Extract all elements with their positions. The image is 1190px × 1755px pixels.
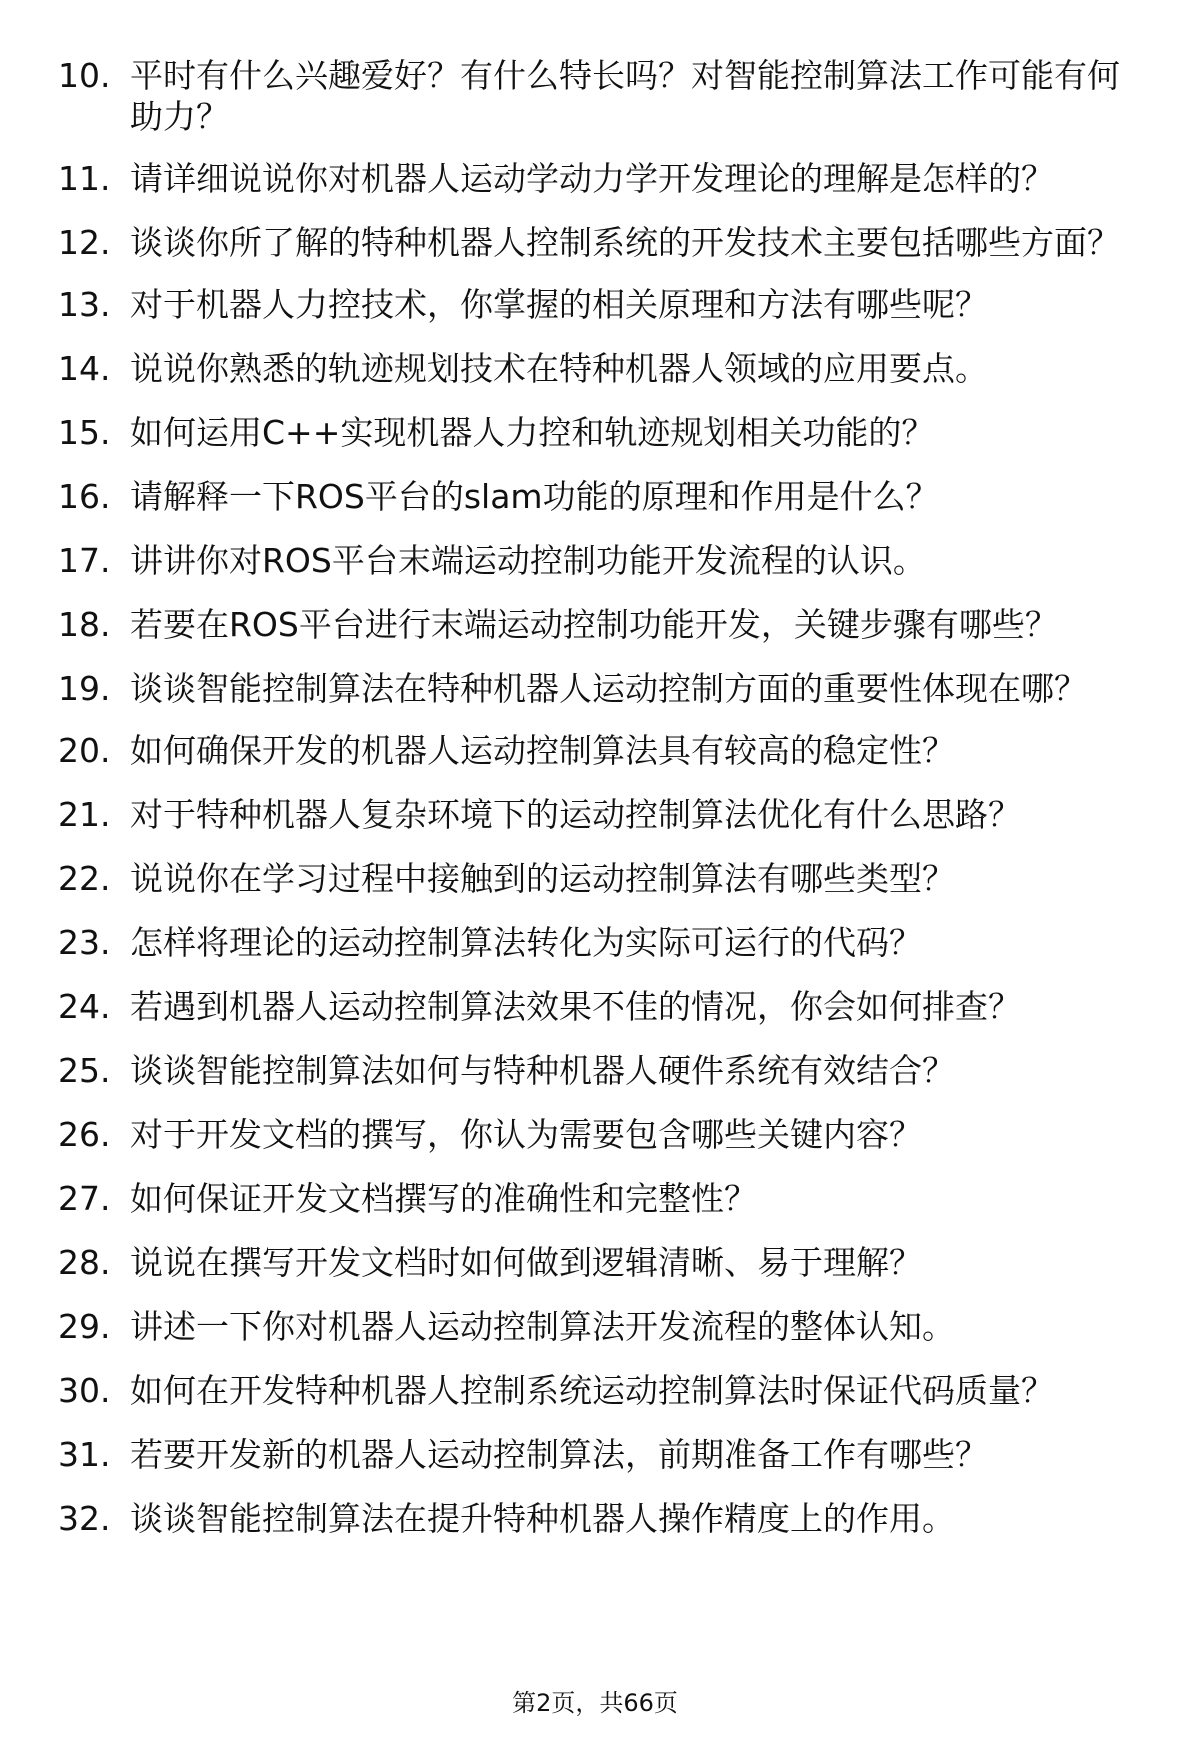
list-item xyxy=(58,1050,1148,1091)
question-number: 14. xyxy=(58,349,111,388)
question-text: 若遇到机器人运动控制算法效果不佳的情况，你会如何排查？ xyxy=(130,987,1021,1026)
question-number: 24. xyxy=(58,987,111,1026)
list-item xyxy=(58,730,1148,771)
question-text: 说说你在学习过程中接触到的运动控制算法有哪些类型？ xyxy=(130,859,955,898)
question-text: 讲述一下你对机器人运动控制算法开发流程的整体认知。 xyxy=(130,1307,955,1346)
question-number: 23. xyxy=(58,923,111,962)
question-text: 谈谈智能控制算法在提升特种机器人操作精度上的作用。 xyxy=(130,1499,955,1538)
question-text: 若要在ROS平台进行末端运动控制功能开发，关键步骤有哪些？ xyxy=(130,605,1058,644)
question-text: 谈谈智能控制算法如何与特种机器人硬件系统有效结合？ xyxy=(130,1051,955,1090)
question-number: 15. xyxy=(58,413,111,452)
question-text: 对于机器人力控技术，你掌握的相关原理和方法有哪些呢？ xyxy=(130,285,988,324)
question-text: 对于特种机器人复杂环境下的运动控制算法优化有什么思路？ xyxy=(130,795,1021,834)
question-text: 谈谈智能控制算法在特种机器人运动控制方面的重要性体现在哪？ xyxy=(130,669,1087,708)
list-item xyxy=(58,284,1148,325)
page-number-footer: 第2页，共66页 xyxy=(512,1689,678,1717)
question-number: 13. xyxy=(58,285,111,324)
list-item xyxy=(58,1114,1148,1155)
list-item xyxy=(58,476,1148,517)
question-text: 如何运用C++实现机器人力控和轨迹规划相关功能的？ xyxy=(130,413,935,452)
question-text: 说说你熟悉的轨迹规划技术在特种机器人领域的应用要点。 xyxy=(130,349,988,388)
question-text: 讲讲你对ROS平台末端运动控制功能开发流程的认识。 xyxy=(130,541,926,580)
question-number: 27. xyxy=(58,1179,111,1218)
question-number: 28. xyxy=(58,1243,111,1282)
question-text: 平时有什么兴趣爱好？有什么特长吗？对智能控制算法工作可能有何助力？ xyxy=(130,56,1120,136)
question-number: 25. xyxy=(58,1051,111,1090)
question-text: 如何确保开发的机器人运动控制算法具有较高的稳定性？ xyxy=(130,731,955,770)
list-item xyxy=(58,540,1148,581)
question-number: 29. xyxy=(58,1307,111,1346)
question-number: 26. xyxy=(58,1115,111,1154)
question-number: 17. xyxy=(58,541,111,580)
list-item xyxy=(58,412,1148,453)
list-item xyxy=(58,922,1148,963)
question-text: 怎样将理论的运动控制算法转化为实际可运行的代码？ xyxy=(130,923,922,962)
list-item xyxy=(58,222,1148,263)
list-item xyxy=(58,794,1148,835)
list-item xyxy=(58,1242,1148,1283)
list-item xyxy=(58,986,1148,1027)
list-item xyxy=(58,348,1148,389)
question-number: 20. xyxy=(58,731,111,770)
question-text: 若要开发新的机器人运动控制算法，前期准备工作有哪些？ xyxy=(130,1435,988,1474)
question-text: 对于开发文档的撰写，你认为需要包含哪些关键内容？ xyxy=(130,1115,922,1154)
question-number: 21. xyxy=(58,795,111,834)
list-item xyxy=(58,1434,1148,1475)
question-number: 12. xyxy=(58,223,111,262)
question-list xyxy=(58,55,1148,1562)
question-number: 19. xyxy=(58,669,111,708)
list-item xyxy=(58,668,1148,709)
question-number: 10. xyxy=(58,56,111,95)
list-item xyxy=(58,55,1148,137)
question-text: 谈谈你所了解的特种机器人控制系统的开发技术主要包括哪些方面？ xyxy=(130,223,1120,262)
question-text: 说说在撰写开发文档时如何做到逻辑清晰、易于理解？ xyxy=(130,1243,922,1282)
list-item xyxy=(58,858,1148,899)
question-number: 32. xyxy=(58,1499,111,1538)
list-item xyxy=(58,1178,1148,1219)
question-number: 30. xyxy=(58,1371,111,1410)
list-item xyxy=(58,604,1148,645)
question-text: 如何在开发特种机器人控制系统运动控制算法时保证代码质量？ xyxy=(130,1371,1054,1410)
question-text: 请解释一下ROS平台的slam功能的原理和作用是什么？ xyxy=(130,477,939,516)
question-number: 18. xyxy=(58,605,111,644)
question-text: 如何保证开发文档撰写的准确性和完整性？ xyxy=(130,1179,757,1218)
list-item xyxy=(58,158,1148,199)
question-number: 16. xyxy=(58,477,111,516)
list-item xyxy=(58,1370,1148,1411)
list-item xyxy=(58,1498,1148,1539)
question-number: 11. xyxy=(58,159,111,198)
question-number: 31. xyxy=(58,1435,111,1474)
question-text: 请详细说说你对机器人运动学动力学开发理论的理解是怎样的？ xyxy=(130,159,1054,198)
question-number: 22. xyxy=(58,859,111,898)
list-item xyxy=(58,1306,1148,1347)
